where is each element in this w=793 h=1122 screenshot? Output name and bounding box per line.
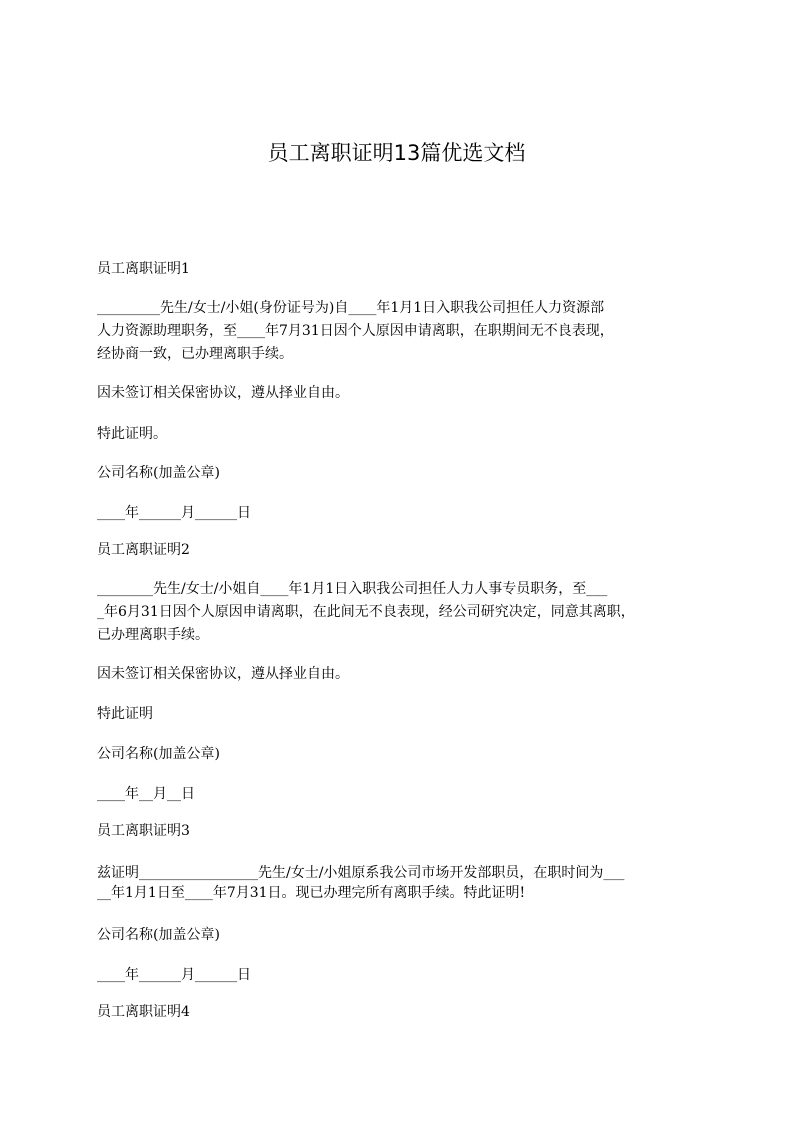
section-heading: 员工离职证明3 <box>97 823 190 839</box>
company-name-line: 公司名称(加盖公章) <box>97 927 220 943</box>
paragraph-line: 特此证明 <box>97 706 153 722</box>
section-heading: 员工离职证明1 <box>97 261 190 277</box>
paragraph-line: 人力资源助理职务，至____年7月31日因个人原因申请离职，在职期间无不良表现， <box>97 323 614 339</box>
paragraph-line: _年6月31日因个人原因申请离职，在此间无不良表现，经公司研究决定，同意其离职， <box>97 604 635 620</box>
date-line: ____年______月______日 <box>97 967 251 983</box>
paragraph-line: 兹证明_________________先生/女士/小姐原系我公司市场开发部职员，在职时间为___ <box>97 865 625 881</box>
company-name-line: 公司名称(加盖公章) <box>97 746 220 762</box>
date-line: ____年______月______日 <box>97 505 251 521</box>
section-heading: 员工离职证明4 <box>97 1004 190 1020</box>
paragraph-line: 因未签订相关保密协议，遵从择业自由。 <box>97 385 349 401</box>
paragraph-line: 特此证明。 <box>97 426 167 442</box>
paragraph-line: ________先生/女士/小姐自____年1月1日入职我公司担任人力人事专员职务，至___ <box>97 581 608 597</box>
paragraph-line: __年1月1日至____年7月31日。现已办理完所有离职手续。特此证明! <box>97 885 526 901</box>
paragraph-line: 因未签订相关保密协议，遵从择业自由。 <box>97 666 349 682</box>
section-heading: 员工离职证明2 <box>97 542 190 558</box>
paragraph-line: 经协商一致，已办理离职手续。 <box>97 346 293 362</box>
paragraph-line: 已办理离职手续。 <box>97 627 209 643</box>
company-name-line: 公司名称(加盖公章) <box>97 465 220 481</box>
paragraph-line: _________先生/女士/小姐(身份证号为)自____年1月1日入职我公司担任人力资源部 <box>97 300 605 316</box>
date-line: ____年__月__日 <box>97 786 195 802</box>
page-title: 员工离职证明13篇优选文档 <box>267 141 526 165</box>
